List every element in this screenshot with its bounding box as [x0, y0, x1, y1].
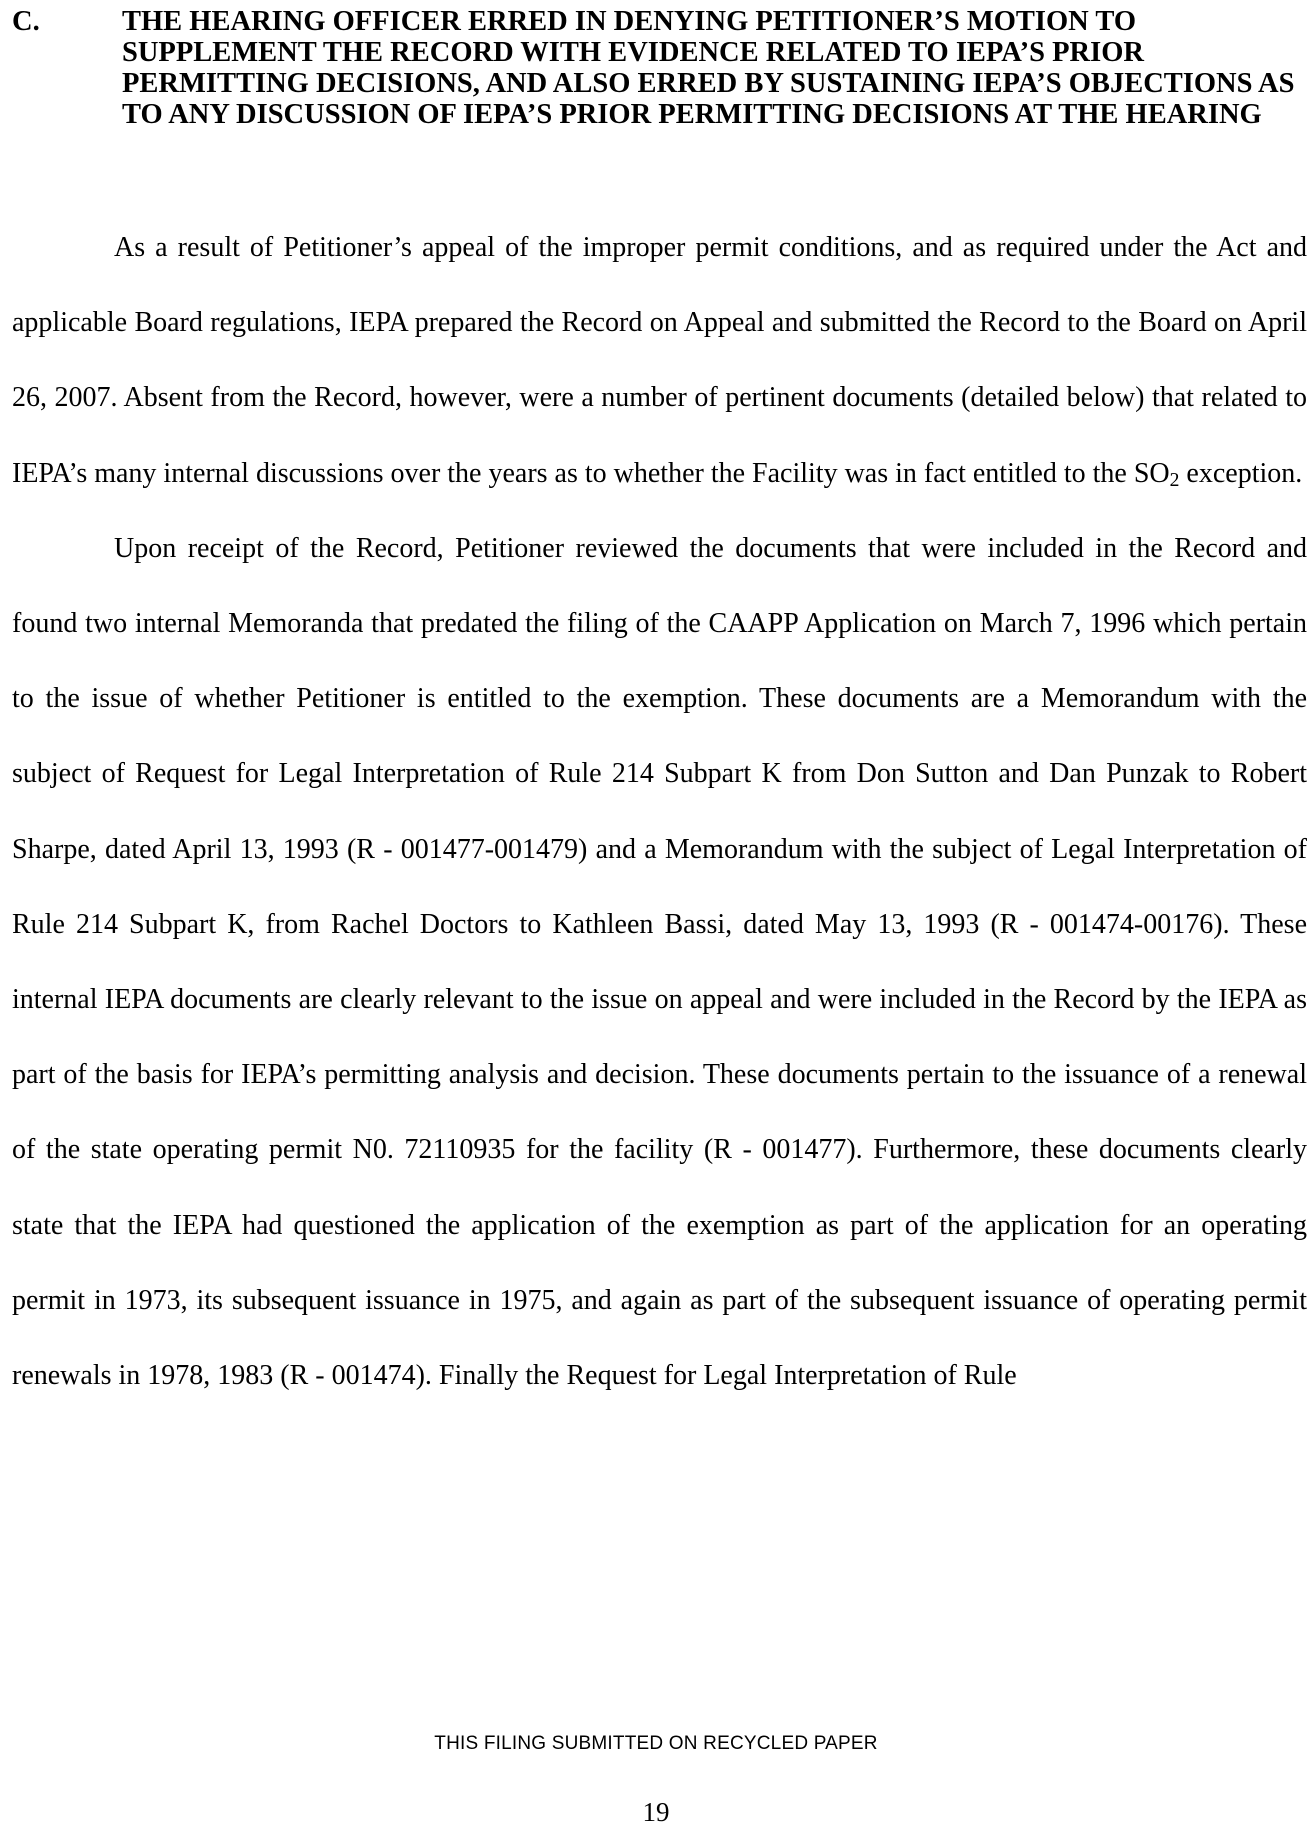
section-letter: C. — [12, 6, 40, 37]
paragraph-1 — [12, 210, 1307, 511]
so2-subscript: 2 — [1169, 469, 1180, 491]
section-title: THE HEARING OFFICER ERRED IN DENYING PETITIONER’S MOTION TO SUPPLEMENT THE RECORD WITH EVIDENCE RELATED TO IEPA’S PRIOR PERMITTING DECISIONS, AND ALSO ERRED BY SUSTAINING IEPA’S OBJECTIONS AS TO ANY DISCUSSION OF IEPA’S PRIOR PERMITTING DECISIONS AT THE HEARING — [122, 6, 1295, 130]
recycled-paper-note: THIS FILING SUBMITTED ON RECYCLED PAPER — [434, 1733, 878, 1754]
section-heading — [12, 6, 1302, 130]
paragraph-2: Upon receipt of the Record, Petitioner reviewed the documents that were included in the Record and found two internal Memoranda that predated the filing of the CAAPP Application on March 7, 1996 which pertain to the issue of whether Petitioner is entitled to the exemption. These documents are a Memorandum with the subject of Request for Legal Interpretation of Rule 214 Subpart K from Don Sutton and Dan Punzak to Robert Sharpe, dated April 13, 1993 (R - 001477-001479) and a Memorandum with the subject of Legal Interpretation of Rule 214 Subpart K, from Rachel Doctors to Kathleen Bassi, dated May 13, 1993 (R - 001474-00176). These internal IEPA documents are clearly relevant to the issue on appeal and were included in the Record by the IEPA as part of the basis for IEPA’s permitting analysis and decision. These documents pertain to the issuance of a renewal of the state operating permit N0. 72110935 for the facility (R - 001477). Furthermore, these documents clearly state that the IEPA had questioned the application of the exemption as part of the application for an operating permit in 1973, its subsequent issuance in 1975, and again as part of the subsequent issuance of operating permit renewals in 1978, 1983 (R - 001474). Finally the Request for Legal Interpretation of Rule — [12, 532, 1307, 1392]
body-text — [12, 210, 1307, 1413]
page-number: 19 — [642, 1797, 670, 1827]
paragraph-1-end: exception. — [1179, 457, 1303, 489]
paragraph-1-text: As a result of Petitioner’s appeal of the improper permit conditions, and as required under the Act and applicable Board regulations, IEPA prepared the Record on Appeal and submitted the Record to the Board on April 26, 2007. Absent from the Record, however, were a number of pertinent documents (detailed below) that related to IEPA’s many internal discussions over the years as to whether the Facility was in fact entitled to the SO — [12, 232, 1307, 489]
